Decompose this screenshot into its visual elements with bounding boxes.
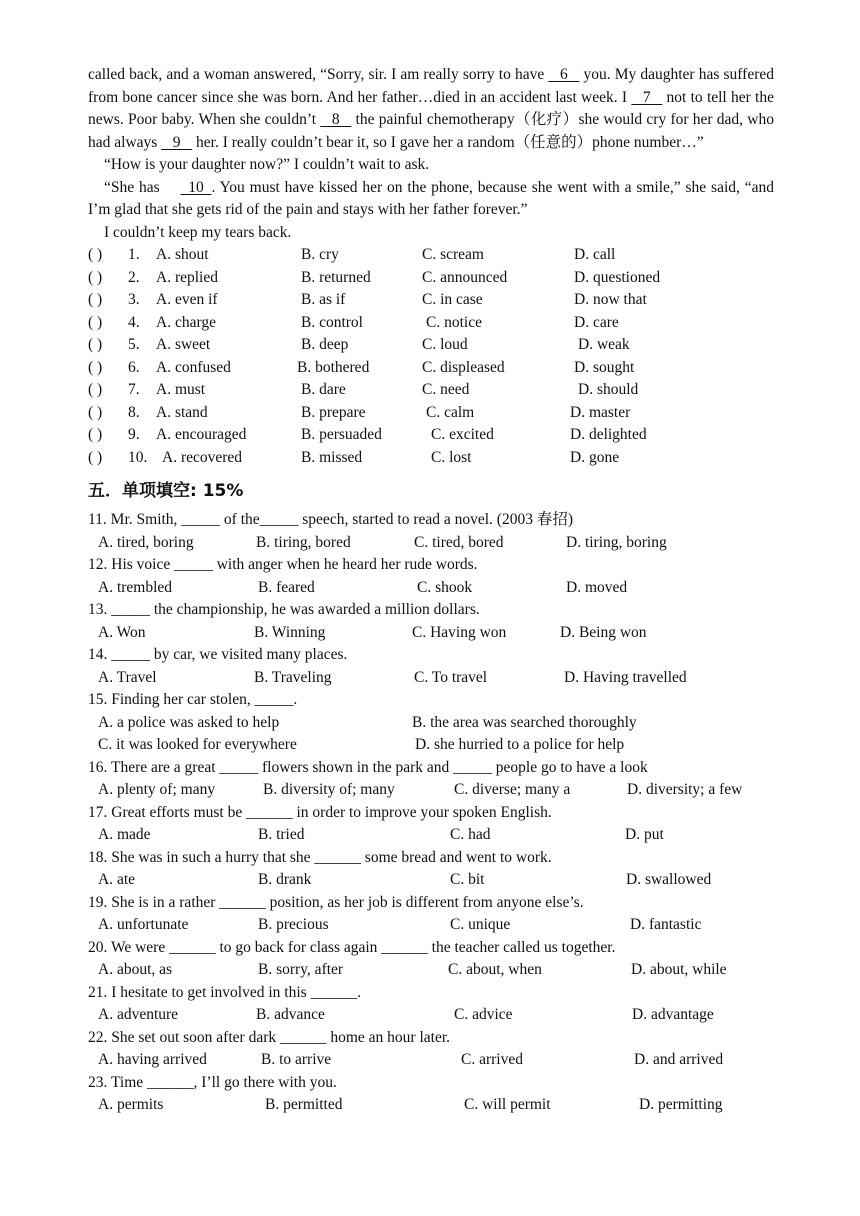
blank-9: 9 [161, 133, 193, 151]
question-13 [88, 599, 774, 644]
option-d: D. should [578, 381, 639, 398]
question-20 [88, 937, 774, 982]
option-a: A. charge [156, 313, 216, 331]
option-b[interactable]: B. drank [258, 871, 312, 888]
option-b: B. as if [301, 291, 346, 308]
passage-text: “She has [104, 178, 165, 196]
cloze-row-1 [88, 244, 774, 267]
option-b: B. cry [301, 246, 339, 263]
exam-page [88, 64, 774, 1117]
option-a: A. encouraged [156, 426, 247, 443]
option-c[interactable]: C. Having won [412, 623, 507, 641]
question-22 [88, 1027, 774, 1072]
question-stem: 15. Finding her car stolen, _____. [88, 691, 298, 708]
passage-paragraph-1 [88, 64, 774, 154]
option-d[interactable]: D. she hurried to a police for help [415, 736, 625, 753]
answer-paren[interactable]: ( ) [88, 358, 103, 376]
option-c: C. notice [426, 313, 482, 331]
question-stem: 17. Great efforts must be ______ in order to improve your spoken English. [88, 803, 552, 821]
option-a[interactable]: A. permits [98, 1096, 164, 1113]
option-d: D. sought [574, 358, 635, 376]
option-a: A. sweet [156, 336, 211, 353]
option-b: B. deep [301, 336, 349, 353]
answer-paren[interactable]: ( ) [88, 246, 103, 263]
passage-text: you. My daughter has suffered from bone cancer since she was born. And her father…died in an accident last week. I [88, 66, 774, 106]
option-c[interactable]: C. diverse; many a [454, 781, 571, 798]
question-number: 4. [128, 313, 140, 331]
question-19 [88, 892, 774, 937]
passage-paragraph-2: “How is your daughter now?” I couldn’t wait to ask. [104, 156, 430, 173]
option-c[interactable]: C. about, when [448, 961, 542, 978]
option-b: B. returned [301, 268, 371, 286]
question-16 [88, 757, 774, 802]
option-b[interactable]: B. sorry, after [258, 961, 344, 978]
question-stem: 16. There are a great _____ flowers shown in the park and _____ people go to have a look [88, 758, 648, 776]
cloze-row-2 [88, 267, 774, 290]
passage-text: her. I really couldn’t bear it, so I gave her a random（任意的）phone number…” [192, 133, 704, 151]
option-d: D. now that [574, 291, 647, 308]
answer-paren[interactable]: ( ) [88, 403, 103, 421]
option-c: C. loud [422, 336, 468, 353]
option-b[interactable]: B. precious [258, 916, 329, 933]
option-b: B. dare [301, 381, 346, 398]
option-d[interactable]: D. permitting [639, 1096, 723, 1113]
cloze-row-9 [88, 424, 774, 447]
answer-paren[interactable]: ( ) [88, 426, 103, 443]
passage-text: . You must have kissed her on the phone, because she went with a smile,” she said, “and I’m glad that she gets rid of the pain and stays with her father forever.” [88, 178, 774, 218]
question-stem: 21. I hesitate to get involved in this ______. [88, 983, 361, 1001]
question-23 [88, 1072, 774, 1117]
cloze-passage [88, 64, 774, 244]
option-c[interactable]: C. To travel [414, 668, 488, 686]
question-stem: 22. She set out soon after dark ______ home an hour later. [88, 1028, 451, 1046]
option-b[interactable]: B. advance [256, 1006, 325, 1023]
question-15 [88, 689, 774, 757]
option-b: B. bothered [297, 358, 370, 376]
passage-text: not to tell her the news. Poor baby. When she couldn’t [88, 88, 774, 128]
option-d: D. delighted [570, 426, 647, 443]
option-d[interactable]: D. moved [566, 578, 628, 596]
option-d[interactable]: D. and arrived [634, 1051, 724, 1068]
question-number: 6. [128, 358, 140, 376]
question-number: 10. [128, 448, 148, 466]
option-b[interactable]: B. tried [258, 826, 305, 843]
option-c[interactable]: C. tired, bored [414, 533, 504, 551]
question-stem: 12. His voice _____ with anger when he heard her rude words. [88, 556, 478, 573]
option-c: C. excited [431, 426, 494, 443]
question-options [88, 734, 774, 757]
answer-paren[interactable]: ( ) [88, 268, 103, 286]
option-b[interactable]: B. diversity of; many [263, 781, 395, 798]
option-c: C. calm [426, 403, 475, 421]
cloze-row-7 [88, 379, 774, 402]
answer-paren[interactable]: ( ) [88, 381, 103, 398]
option-b[interactable]: B. feared [258, 578, 315, 596]
option-a[interactable]: A. unfortunate [98, 916, 189, 933]
answer-paren[interactable]: ( ) [88, 448, 103, 466]
option-d: D. master [570, 403, 631, 421]
question-stem: 13. _____ the championship, he was awarded a million dollars. [88, 601, 480, 618]
option-d[interactable]: D. about, while [631, 961, 727, 978]
option-d: D. weak [578, 336, 630, 353]
question-options [88, 959, 774, 982]
option-a: A. recovered [162, 448, 243, 466]
option-d[interactable]: D. diversity; a few [627, 781, 743, 798]
option-d: D. gone [570, 448, 620, 466]
cloze-row-10 [88, 447, 774, 470]
blank-6: 6 [548, 66, 580, 83]
passage-paragraph-4: I couldn’t keep my tears back. [104, 223, 292, 241]
option-c: C. need [422, 381, 470, 398]
answer-paren[interactable]: ( ) [88, 336, 103, 353]
cloze-row-4 [88, 312, 774, 335]
question-17 [88, 802, 774, 847]
question-number: 2. [128, 268, 140, 286]
option-a[interactable]: A. trembled [98, 578, 173, 596]
option-a[interactable]: A. ate [98, 871, 136, 888]
passage-text: called back, and a woman answered, “Sorry, sir. I am really sorry to have [88, 66, 549, 83]
option-b[interactable]: B. Traveling [254, 668, 332, 686]
option-a[interactable]: A. tired, boring [98, 533, 194, 551]
option-c[interactable]: C. advice [454, 1006, 513, 1023]
option-b[interactable]: B. tiring, bored [256, 533, 351, 551]
option-a[interactable]: A. Won [98, 623, 146, 641]
question-options [88, 667, 774, 690]
question-options [88, 622, 774, 645]
question-options [88, 824, 774, 847]
cloze-options [88, 244, 774, 469]
option-d[interactable]: D. Being won [560, 623, 647, 641]
option-d[interactable]: D. tiring, boring [566, 533, 667, 551]
question-number: 5. [128, 336, 140, 353]
blank-8: 8 [320, 111, 352, 128]
cloze-row-8 [88, 402, 774, 425]
option-c[interactable]: C. bit [450, 871, 485, 888]
cloze-row-3 [88, 289, 774, 312]
question-stem: 19. She is in a rather ______ position, as her job is different from anyone else’s. [88, 893, 584, 911]
question-number: 8. [128, 403, 140, 421]
question-11 [88, 509, 774, 554]
question-18 [88, 847, 774, 892]
passage-paragraph-3 [88, 177, 774, 222]
option-d[interactable]: D. Having travelled [564, 668, 687, 686]
answer-paren[interactable]: ( ) [88, 291, 103, 308]
option-b[interactable]: B. Winning [254, 623, 326, 641]
option-d[interactable]: D. put [625, 826, 664, 843]
question-options [88, 914, 774, 937]
question-number: 3. [128, 291, 140, 308]
option-b[interactable]: B. the area was searched thoroughly [412, 713, 637, 731]
blank-7: 7 [631, 88, 663, 106]
section-title: 五．单项填空: 15% [88, 481, 244, 501]
option-b[interactable]: B. to arrive [261, 1051, 332, 1068]
option-c: C. scream [422, 246, 484, 263]
option-a[interactable]: A. made [98, 826, 151, 843]
option-d[interactable]: D. swallowed [626, 871, 712, 888]
option-b: B. persuaded [301, 426, 382, 443]
option-a[interactable]: A. Travel [98, 668, 157, 686]
question-number: 7. [128, 381, 140, 398]
option-d[interactable]: D. advantage [632, 1006, 714, 1023]
question-options [88, 1049, 774, 1072]
cloze-row-6 [88, 357, 774, 380]
option-c: C. lost [431, 448, 472, 466]
question-options [88, 869, 774, 892]
option-c: C. in case [422, 291, 483, 308]
option-a: A. replied [156, 268, 218, 286]
question-stem: 14. _____ by car, we visited many places. [88, 646, 348, 663]
question-options [88, 1004, 774, 1027]
option-d: D. questioned [574, 268, 661, 286]
option-a[interactable]: A. about, as [98, 961, 173, 978]
option-a[interactable]: A. a police was asked to help [98, 713, 280, 731]
option-b: B. control [301, 313, 363, 331]
question-stem: 18. She was in such a hurry that she ______ some bread and went to work. [88, 848, 552, 866]
option-a: A. shout [156, 246, 209, 263]
option-c: C. displeased [422, 358, 505, 376]
option-c[interactable]: C. had [450, 826, 491, 843]
question-options [88, 712, 774, 735]
question-12 [88, 554, 774, 599]
option-c: C. announced [422, 268, 508, 286]
option-a[interactable]: A. having arrived [98, 1051, 207, 1068]
question-stem: 11. Mr. Smith, _____ of the_____ speech, started to read a novel. (2003 春招) [88, 511, 574, 528]
option-c[interactable]: C. will permit [464, 1096, 551, 1113]
option-c[interactable]: C. unique [450, 916, 511, 933]
passage-text: the painful chemotherapy（化疗）she would cry for her dad, who had always [88, 111, 774, 151]
cloze-row-5 [88, 334, 774, 357]
question-14 [88, 644, 774, 689]
option-b: B. prepare [301, 403, 366, 421]
option-c[interactable]: C. it was looked for everywhere [98, 736, 297, 753]
option-d: D. care [574, 313, 619, 331]
option-a: A. confused [156, 358, 231, 376]
question-number: 9. [128, 426, 140, 443]
blank-10: 10 [180, 178, 212, 196]
option-b[interactable]: B. permitted [265, 1096, 343, 1113]
option-c[interactable]: C. shook [417, 578, 473, 596]
option-a[interactable]: A. adventure [98, 1006, 179, 1023]
question-options [88, 532, 774, 555]
question-stem: 20. We were ______ to go back for class again ______ the teacher called us together. [88, 938, 616, 956]
answer-paren[interactable]: ( ) [88, 313, 103, 331]
option-a[interactable]: A. plenty of; many [98, 781, 216, 798]
option-b: B. missed [301, 448, 363, 466]
question-number: 1. [128, 246, 140, 263]
multiple-choice-section [88, 509, 774, 1117]
option-d: D. call [574, 246, 616, 263]
question-options [88, 779, 774, 802]
question-21 [88, 982, 774, 1027]
option-d[interactable]: D. fantastic [630, 916, 702, 933]
option-a: A. stand [156, 403, 208, 421]
question-stem: 23. Time ______, I’ll go there with you. [88, 1073, 337, 1091]
option-a: A. must [156, 381, 206, 398]
question-options [88, 577, 774, 600]
option-c[interactable]: C. arrived [461, 1051, 523, 1068]
question-options [88, 1094, 774, 1117]
option-a: A. even if [156, 291, 218, 308]
